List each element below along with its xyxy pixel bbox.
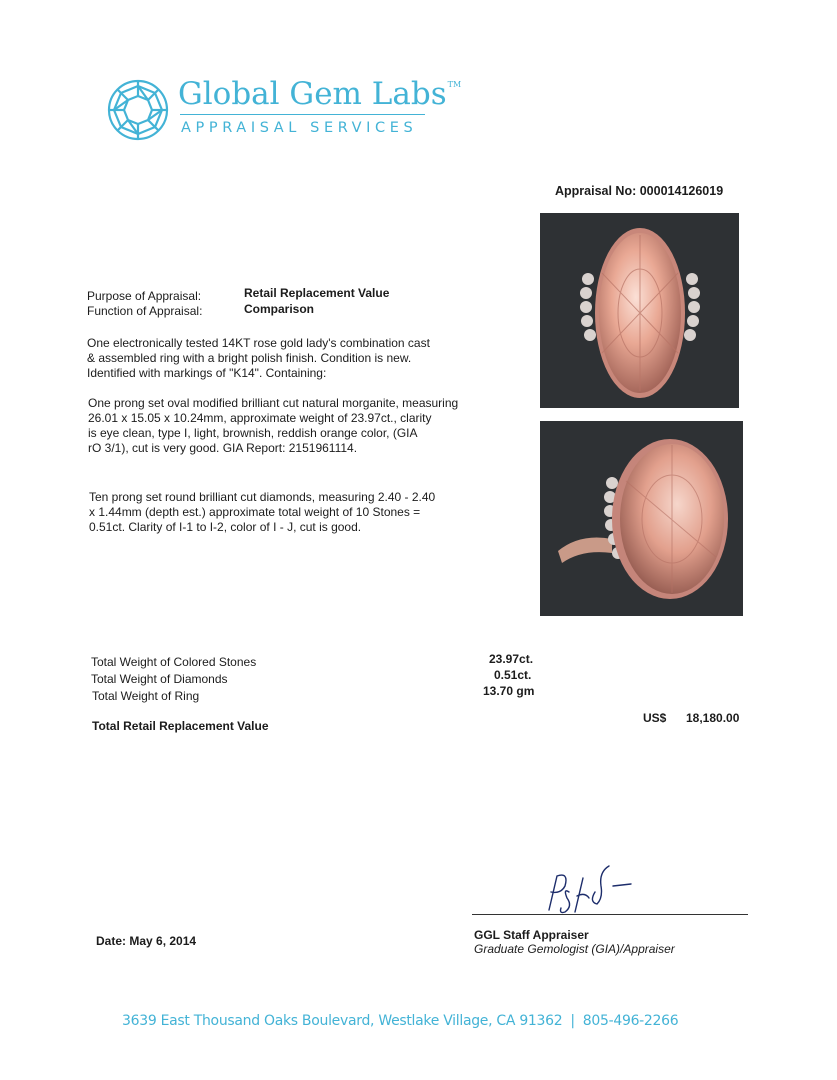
appraisal-number: Appraisal No: 000014126019 <box>555 184 724 198</box>
purpose-value: Retail Replacement Value <box>244 286 390 300</box>
function-value: Comparison <box>244 302 315 316</box>
text-line: is eye clean, type I, light, brownish, reddish orange color, (GIA <box>88 426 418 440</box>
footer-address: 3639 East Thousand Oaks Boulevard, Westlake Village, CA 91362 <box>122 1013 563 1029</box>
total-currency: US$ <box>643 711 667 725</box>
text-line: 26.01 x 15.05 x 10.24mm, approximate weight of 23.97ct., clarity <box>88 411 432 425</box>
appraisal-date: Date: May 6, 2014 <box>96 934 197 948</box>
ring-description <box>87 336 430 381</box>
colored-stones-weight-label: Total Weight of Colored Stones <box>91 655 257 669</box>
footer-separator: | <box>570 1013 575 1029</box>
text-line: Identified with markings of "K14". Containing: <box>87 366 327 380</box>
trademark-mark: TM <box>447 80 462 89</box>
company-subtitle: APPRAISAL SERVICES <box>181 120 418 136</box>
diamonds-weight-label: Total Weight of Diamonds <box>91 672 228 686</box>
footer-contact <box>122 1013 678 1029</box>
function-label: Function of Appraisal: <box>87 304 203 318</box>
diamonds-weight-value: 0.51ct. <box>494 668 532 682</box>
company-name: Global Gem Labs™ <box>178 76 462 112</box>
text-line: One prong set oval modified brilliant cut natural morganite, measuring <box>88 396 459 410</box>
ring-weight-value: 13.70 gm <box>483 684 535 698</box>
text-line: 0.51ct. Clarity of I-1 to I-2, color of I - J, cut is good. <box>89 520 362 534</box>
logo-divider <box>180 114 425 115</box>
ring-photo-side <box>540 421 743 616</box>
appraiser-title: Graduate Gemologist (GIA)/Appraiser <box>474 942 675 956</box>
purpose-label: Purpose of Appraisal: <box>87 289 202 303</box>
colored-stones-weight-value: 23.97ct. <box>489 652 534 666</box>
text-line: Ten prong set round brilliant cut diamonds, measuring 2.40 - 2.40 <box>89 490 436 504</box>
total-value-label: Total Retail Replacement Value <box>92 719 269 733</box>
text-line: rO 3/1), cut is very good. GIA Report: 2151961114. <box>88 441 358 455</box>
appraiser-signature <box>535 862 655 922</box>
ring-photo-top <box>540 213 739 408</box>
text-line: x 1.44mm (depth est.) approximate total weight of 10 Stones = <box>89 505 421 519</box>
signature-line <box>472 914 748 915</box>
text-line: One electronically tested 14KT rose gold lady's combination cast <box>87 336 430 350</box>
diamonds-description <box>89 490 435 535</box>
footer-phone: 805-496-2266 <box>582 1013 679 1029</box>
morganite-description <box>88 396 458 456</box>
logo-gem-icon <box>106 78 170 142</box>
total-amount: 18,180.00 <box>686 711 740 725</box>
ring-weight-label: Total Weight of Ring <box>92 689 200 703</box>
text-line: & assembled ring with a bright polish finish. Condition is new. <box>87 351 412 365</box>
appraiser-name: GGL Staff Appraiser <box>474 928 589 942</box>
